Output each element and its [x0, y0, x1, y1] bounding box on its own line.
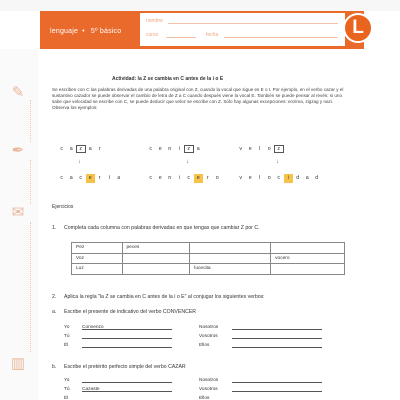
- answer-line[interactable]: [82, 396, 172, 400]
- conjugation-answer[interactable]: [232, 343, 322, 348]
- example-letter: r: [98, 146, 101, 152]
- answer-line[interactable]: [82, 378, 172, 383]
- student-info-box: [140, 13, 345, 46]
- part-b-letter: b.: [52, 364, 57, 370]
- pronoun-label: Nosotros: [199, 378, 219, 383]
- conjugation-answer[interactable]: [232, 334, 322, 339]
- down-arrow-icon: ↓: [78, 159, 81, 165]
- table-row: [72, 253, 345, 264]
- example-letter: í: [108, 175, 110, 181]
- example-letter: a: [117, 175, 121, 181]
- table-row: [72, 243, 345, 254]
- example-letter: a: [88, 146, 92, 152]
- rule-paragraph: Se escriben con C las palabras derivadas de una palabra original con Z, cuando la vocal que sigue es E o I. Por ejemplo, en el verbo cazar y el sustantivo cazador se puede observar el cambio de letra de Z a C cuando después viene la vocal E. También se puede pensar al revés: si uno sabe que velocidad se escribe con C, se puede deducir que veloz se escribe con Z. Sólo hay algunas excepciones: enzima, zigzag y nazi. Observa los ejemplos:: [52, 87, 344, 111]
- derived-words-table: [71, 242, 345, 275]
- top-strip: [0, 0, 400, 11]
- example-letter: e: [248, 175, 252, 181]
- table-cell: lucecita: [190, 264, 271, 275]
- changed-letter-z: z: [184, 145, 194, 153]
- table-cell: Pez: [72, 243, 123, 254]
- pencil-icon: ✎: [11, 84, 25, 101]
- down-arrow-icon: ↓: [186, 159, 189, 165]
- subject-grade: [50, 28, 125, 35]
- example-letter: n: [168, 146, 172, 152]
- conjugation-answer[interactable]: [82, 396, 172, 400]
- answer-line[interactable]: Cazaste: [82, 387, 172, 392]
- course-field-label: curso: [146, 32, 159, 38]
- example-letter: o: [267, 146, 271, 152]
- pronoun-label: Nosotros: [199, 325, 219, 330]
- exercise2-number: 2.: [52, 294, 57, 300]
- subject-label: lenguaje: [50, 28, 79, 35]
- example-letter: a: [196, 146, 200, 152]
- conjugation-answer[interactable]: [82, 387, 172, 392]
- date-field-label: fecha: [206, 32, 219, 38]
- example-letter: l: [259, 175, 261, 181]
- exercise2-instruction: Aplica la regla "la Z se cambia en C antes de la i o E" al conjugar los siguientes verbos:: [64, 294, 265, 300]
- pronoun-label: Ellos: [199, 396, 210, 400]
- rail-divider: [30, 100, 31, 142]
- quill-icon: ✒: [11, 142, 25, 159]
- example-letter: c: [149, 146, 153, 152]
- table-cell: Luz: [72, 264, 123, 275]
- example-letter: e: [158, 146, 162, 152]
- table-row: [72, 264, 345, 275]
- pronoun-label: Él: [64, 396, 69, 400]
- example-letter: a: [69, 175, 73, 181]
- example-letter: i: [178, 175, 180, 181]
- conjugation-answer[interactable]: [232, 325, 322, 330]
- part-a-letter: a.: [52, 309, 57, 315]
- empty-answer-cell[interactable]: [122, 264, 190, 275]
- answer-line[interactable]: [232, 334, 322, 339]
- changed-letter-z: z: [76, 145, 86, 153]
- example-letter: n: [168, 175, 172, 181]
- pronoun-label: Tú: [64, 334, 70, 339]
- example-letter: c: [60, 175, 64, 181]
- example-letter: c: [277, 175, 281, 181]
- pronoun-label: Vosotros: [199, 387, 218, 392]
- example-letter: r: [98, 175, 101, 181]
- empty-answer-cell[interactable]: [190, 243, 271, 254]
- open-book-icon: ▥: [10, 355, 26, 372]
- conjugation-answer[interactable]: [232, 387, 322, 392]
- pronoun-label: Ellos: [199, 343, 210, 348]
- example-letter: c: [79, 175, 83, 181]
- pronoun-label: Él: [64, 343, 69, 348]
- conjugation-answer[interactable]: [232, 378, 322, 383]
- part-b-instruction: Escribe el pretérito perfecto simple del verbo CAZAR: [64, 364, 186, 370]
- example-letter: o: [267, 175, 271, 181]
- example-derived-word: [57, 174, 124, 183]
- pronoun-label: Yo: [64, 325, 70, 330]
- example-letter: d: [315, 175, 319, 181]
- conjugation-answer[interactable]: [82, 343, 172, 348]
- highlighted-vowel: e: [194, 174, 204, 183]
- down-arrow-icon: ↓: [276, 159, 279, 165]
- exercise1-instruction: Completa cada columna con palabras derivadas en que tengas que cambiar Z por C.: [64, 225, 260, 231]
- example-letter: c: [60, 146, 64, 152]
- example-letter: d: [296, 175, 300, 181]
- example-letter: v: [239, 146, 243, 152]
- empty-answer-cell[interactable]: [122, 253, 190, 264]
- example-letter: c: [187, 175, 191, 181]
- example-derived-word: [146, 174, 222, 183]
- part-a-instruction: Escribe el presente de indicativo del verbo CONVENCER: [64, 309, 197, 315]
- example-letter: i: [178, 146, 180, 152]
- highlighted-vowel: e: [86, 174, 96, 183]
- rail-divider: [30, 160, 31, 204]
- example-base-word: [236, 145, 284, 153]
- example-letter: v: [239, 175, 243, 181]
- subject-badge: L: [343, 13, 373, 43]
- conjugation-answer[interactable]: [82, 325, 172, 330]
- pronoun-label: Yo: [64, 378, 70, 383]
- example-base-word: [57, 145, 105, 153]
- conjugation-answer[interactable]: [82, 378, 172, 383]
- activity-title: Actividad: la Z se cambia en C antes de la i o E: [112, 76, 224, 82]
- answer-line[interactable]: [232, 343, 322, 348]
- example-letter: c: [149, 175, 153, 181]
- example-letter: e: [248, 146, 252, 152]
- highlighted-vowel: i: [284, 174, 294, 183]
- name-field-label: nombre: [146, 18, 163, 24]
- date-field-line[interactable]: [224, 37, 338, 38]
- answer-line[interactable]: [82, 343, 172, 348]
- example-letter: e: [158, 175, 162, 181]
- table-cell: Voz: [72, 253, 123, 264]
- exercise1-number: 1.: [52, 225, 57, 231]
- note-icon: ✉: [11, 204, 25, 221]
- exercises-heading: Ejercicios: [52, 204, 74, 210]
- rail-divider: [30, 222, 31, 352]
- empty-answer-cell[interactable]: [271, 264, 345, 275]
- conjugation-answer[interactable]: [232, 396, 322, 400]
- table-cell: peces: [122, 243, 190, 254]
- example-base-word: [146, 145, 203, 153]
- example-letter: a: [69, 146, 73, 152]
- example-letter: r: [206, 175, 209, 181]
- example-letter: o: [215, 175, 219, 181]
- table-cell: vocero: [271, 253, 345, 264]
- empty-answer-cell[interactable]: [190, 253, 271, 264]
- example-letter: l: [259, 146, 261, 152]
- answer-line[interactable]: [232, 396, 322, 400]
- conjugation-answer[interactable]: [82, 334, 172, 339]
- example-derived-word: [236, 174, 322, 183]
- answer-line[interactable]: [232, 387, 322, 392]
- subject-bullet: •: [82, 28, 85, 35]
- example-letter: a: [305, 175, 309, 181]
- course-field-line[interactable]: [166, 37, 196, 38]
- answer-line[interactable]: [232, 378, 322, 383]
- answer-line[interactable]: [232, 325, 322, 330]
- pronoun-label: Vosotros: [199, 334, 218, 339]
- pronoun-label: Tú: [64, 387, 70, 392]
- answer-line[interactable]: Convenzo: [82, 325, 172, 330]
- grade-label: 5º básico: [90, 28, 122, 35]
- empty-answer-cell[interactable]: [271, 243, 345, 254]
- changed-letter-z: z: [274, 145, 284, 153]
- name-field-line[interactable]: [168, 23, 338, 24]
- answer-line[interactable]: [82, 334, 172, 339]
